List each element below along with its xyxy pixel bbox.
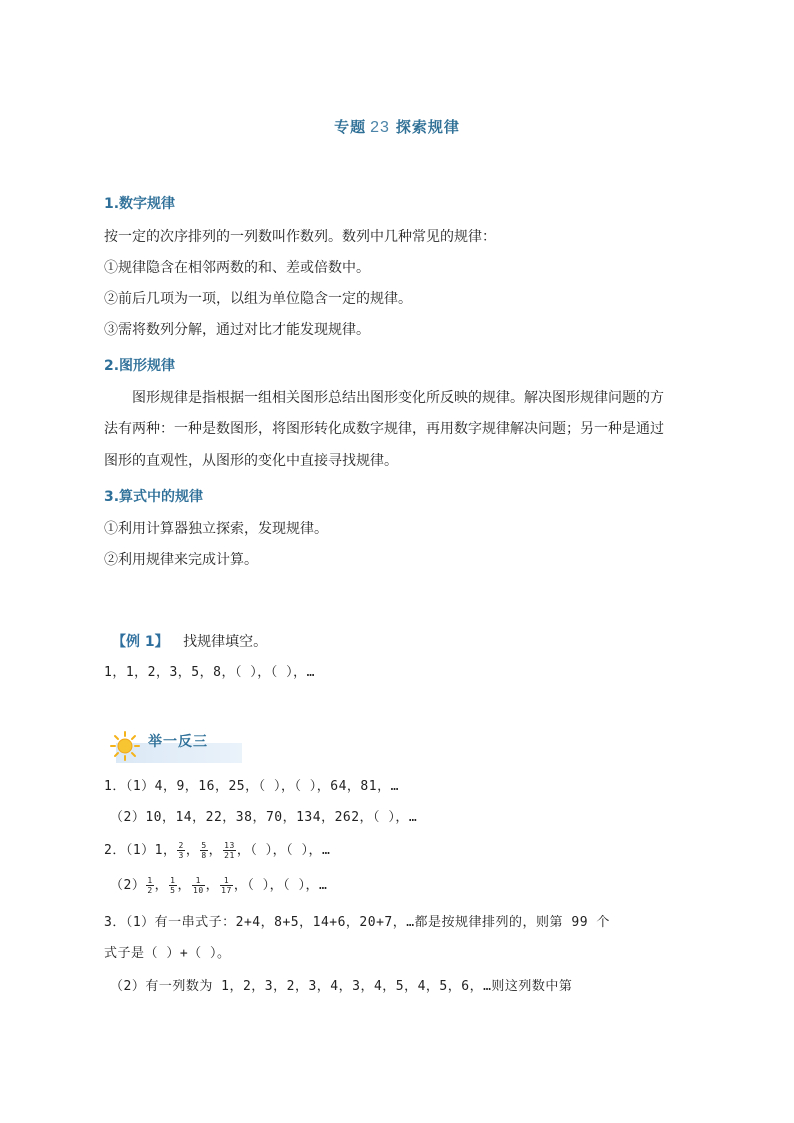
paragraph-line: 图形规律是指根据一组相关图形总结出图形变化所反映的规律。解决图形规律问题的方 [132, 390, 664, 406]
exercise-3-part-2: （2）有一列数为 1，2，3，2，3，4，3，4，5，4，5，6，…则这列数中第 [110, 979, 573, 994]
section-heading-shape-rules: 2.图形规律 [104, 358, 176, 374]
text-segment: ，（ ），（ ），… [233, 878, 328, 893]
fraction [223, 841, 236, 860]
title-prefix: 专题 [334, 118, 367, 136]
exercise-1-part-1: 1．（1）4，9，16，25，（ ），（ ），64，81，… [104, 779, 399, 794]
paragraph-line: 图形的直观性，从图形的变化中直接寻找规律。 [104, 453, 398, 469]
paragraph-line: ③需将数列分解，通过对比才能发现规律。 [104, 322, 370, 338]
fraction [220, 876, 233, 895]
example-label: 【例 1】 [112, 634, 169, 650]
exercise-2-part-2: （2） $\frac{1}{2}$ ， $\frac{1}{5}$ ， $\frac{1}{10}$ ， $\frac{1}{17}$ ，（ ），（ ），… [110, 876, 328, 895]
denominator: 10 [193, 886, 204, 895]
exercise-1-part-2: （2）10，14，22，38，70，134，262，（ ），… [110, 810, 418, 825]
fraction [146, 876, 153, 895]
title-number: 23 [370, 119, 390, 136]
paragraph-line: 法有两种：一种是数图形，将图形转化成数字规律，再用数字规律解决问题；另一种是通过 [104, 421, 664, 437]
sun-icon [108, 729, 142, 763]
numerator: 5 [201, 841, 207, 850]
fraction [192, 876, 205, 895]
paragraph-line: ②前后几项为一项，以组为单位隐含一定的规律。 [104, 291, 412, 307]
paragraph-line: ②利用规律来完成计算。 [104, 552, 258, 568]
banner-text: 举一反三 [148, 734, 208, 750]
fraction [169, 876, 176, 895]
example-1 [112, 632, 267, 652]
example-sequence: 1，1，2，3，5，8，（ ），（ ），… [104, 665, 315, 680]
text-segment: （2） [110, 878, 146, 893]
exercise-3-part-1-line-2: 式子是（ ）+（ ）。 [104, 946, 231, 961]
numerator: 1 [192, 876, 205, 886]
numerator: 1 [147, 876, 153, 885]
paragraph-line: ①规律隐含在相邻两数的和、差或倍数中。 [104, 260, 370, 276]
section-heading-number-rules: 1.数字规律 [104, 196, 176, 212]
text-segment: 2．（1）1， [104, 843, 177, 858]
denominator: 17 [221, 886, 232, 895]
denominator: 21 [224, 851, 235, 860]
denominator: 8 [201, 851, 207, 860]
page-title [0, 116, 794, 137]
numerator: 2 [178, 841, 184, 850]
denominator: 2 [147, 886, 153, 895]
practice-banner [108, 729, 242, 763]
fraction [177, 841, 184, 860]
fraction [200, 841, 207, 860]
denominator: 3 [178, 851, 184, 860]
numerator: 13 [224, 841, 235, 850]
exercise-2-part-1: 2．（1）1， $\frac{2}{3}$ ， $\frac{5}{8}$ ， $\frac{13}{21}$ ，（ ），（ ），… [104, 841, 331, 860]
denominator: 5 [170, 886, 176, 895]
numerator: 1 [220, 876, 233, 886]
title-name: 探索规律 [395, 118, 460, 136]
paragraph-line: 按一定的次序排列的一列数叫作数列。数列中几种常见的规律： [104, 229, 496, 245]
text-segment: ，（ ），（ ），… [236, 843, 331, 858]
paragraph-line: ①利用计算器独立探索，发现规律。 [104, 521, 328, 537]
numerator: 1 [170, 876, 176, 885]
example-prompt: 找规律填空。 [183, 634, 268, 650]
exercise-3-part-1-line-1: 3．（1）有一串式子：2+4，8+5，14+6，20+7，…都是按规律排列的，则第 99 个 [104, 915, 610, 930]
section-heading-formula-rules: 3.算式中的规律 [104, 489, 204, 505]
